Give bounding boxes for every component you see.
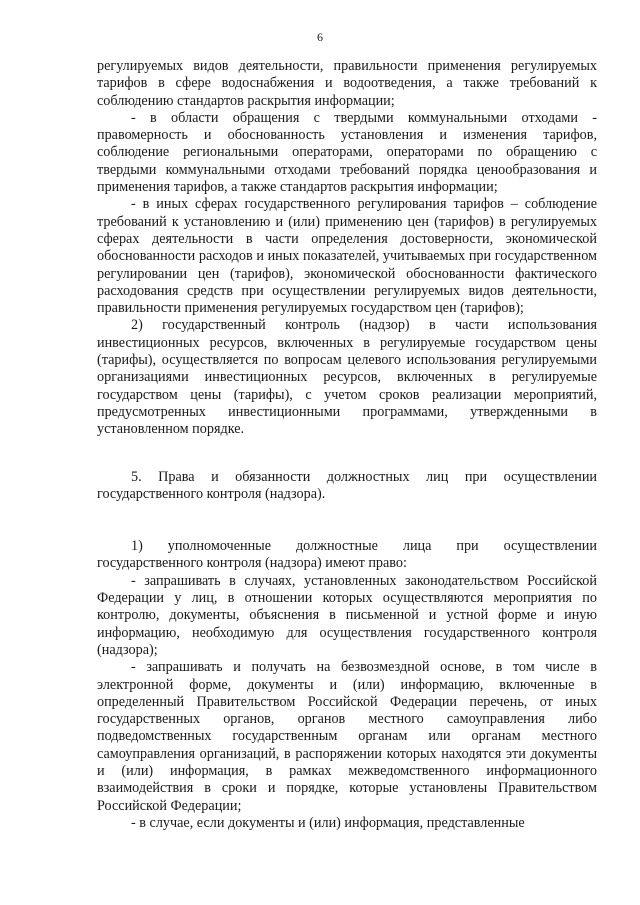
paragraph-other-tariff-spheres: - в иных сферах государственного регулирования тарифов – соблюдение требований к установлению и (или) применению цен (тарифов) в регулируемых сферах деятельности в части определения достоверности, экономической обоснованности расходов и иных показателей, учитываемых при государственном регулировании цен (тарифов), экономической обоснованности фактического расходования средств при осуществлении регулируемых видов деятельности, правильности применения регулируемых государством цен (тарифов); — [97, 196, 597, 317]
paragraph-truncated: - в случае, если документы и (или) информация, представленные — [131, 814, 525, 831]
section-heading-rights-duties: 5. Права и обязанности должностных лиц при осуществлении государственного контроля (надзора). — [97, 468, 597, 502]
page-number: 6 — [317, 30, 323, 44]
document-body — [97, 58, 597, 832]
paragraph-investment-control: 2) государственный контроль (надзор) в части использования инвестиционных ресурсов, включенных в регулируемые государством цены (тарифы), осуществляется по вопросам целевого использования регулируемыми организациями инвестиционных ресурсов, включенных в регулируемые государством цены (тарифы), с учетом сроков реализации мероприятий, предусмотренных инвестиционными программами, утвержденными в установленном порядке. — [97, 317, 597, 438]
paragraph-solid-waste: - в области обращения с твердыми коммунальными отходами - правомерность и обоснованность установления и изменения тарифов, соблюдение региональными операторами, операторами по обращению с твердыми коммунальными отходами требований порядка ценообразования и применения тарифов, а также стандартов раскрытия информации; — [97, 109, 597, 196]
paragraph-continuation: регулируемых видов деятельности, правильности применения регулируемых тарифов в сфере водоснабжения и водоотведения, а также требований к соблюдению стандартов раскрытия информации; — [97, 58, 597, 109]
paragraph-request-documents: - запрашивать в случаях, установленных законодательством Российской Федерации у лиц, в отношении которых осуществляются мероприятия по контролю, документы, объяснения в письменной и устной форме и иную информацию, необходимую для осуществления государственного контроля (надзора); — [97, 572, 597, 658]
paragraph-officials-rights: 1) уполномоченные должностные лица при осуществлении государственного контроля (надзора) имеют право: — [97, 538, 597, 572]
paragraph-request-free-of-charge: - запрашивать и получать на безвозмездной основе, в том числе в электронной форме, документы и (или) информацию, включенные в определенный Правительством Российской Федерации перечень, от иных государственных органов, органов местного самоуправления либо подведомственных государственным органам или органам местного самоуправления организаций, в распоряжении которых находятся эти документы и (или) информация, в рамках межведомственного информационного взаимодействия в сроки и порядке, которые установлены Правительством Российской Федерации; — [97, 659, 597, 814]
